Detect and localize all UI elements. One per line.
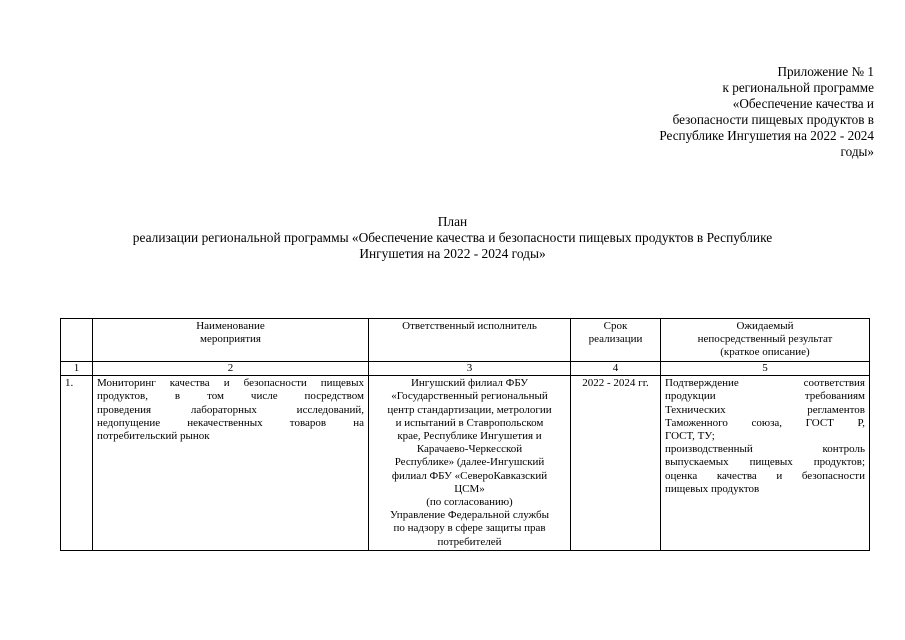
- column-number: 2: [93, 362, 369, 376]
- column-number: 4: [571, 362, 661, 376]
- result-line: Подтверждение соответствия: [665, 377, 865, 390]
- result-cell: [661, 376, 870, 551]
- header-result-line: (краткое описание): [720, 346, 810, 359]
- column-number: 3: [369, 362, 571, 376]
- activity-line: потребительский рынок: [97, 430, 210, 443]
- executor-line: (по согласованию): [426, 496, 513, 509]
- header-result: [661, 319, 870, 362]
- column-number-row: [61, 362, 870, 376]
- appendix-line: к региональной программе: [722, 80, 874, 95]
- header-term: [571, 319, 661, 362]
- executor-line: Республике» (далее-Ингушский: [394, 456, 545, 469]
- plan-table: [60, 318, 870, 551]
- result-line: оценка качества и безопасности: [665, 469, 865, 482]
- header-activity-line: Наименование: [196, 320, 265, 332]
- appendix-header: [659, 64, 874, 160]
- title-line: реализации региональной программы «Обеспечение качества и безопасности пищевых продуктов в Республике: [132, 230, 773, 245]
- result-line: производственный контроль: [665, 443, 865, 456]
- executor-line: филиал ФБУ «СевероКавказский: [391, 469, 548, 482]
- result-line: выпускаемых пищевых продуктов;: [665, 456, 865, 469]
- header-activity: [93, 319, 369, 362]
- header-result-line: Ожидаемый: [736, 320, 794, 332]
- executor-line: «Государственный региональный: [391, 390, 548, 403]
- result-line: пищевых продуктов: [665, 482, 760, 495]
- header-executor: Ответственный исполнитель: [369, 319, 571, 362]
- result-line: продукции требованиям: [665, 390, 865, 403]
- executor-line: центр стандартизации, метрологии: [387, 403, 552, 416]
- appendix-line: безопасности пищевых продуктов в: [672, 112, 874, 127]
- row-number: 1.: [61, 376, 93, 551]
- header-result-line: непосредственный результат: [697, 333, 833, 346]
- activity-line: Мониторинг качества и безопасности пищевых: [97, 377, 364, 390]
- appendix-line: годы»: [840, 144, 874, 159]
- executor-line: по надзору в сфере защиты прав: [393, 522, 546, 535]
- table-header-row: [61, 319, 870, 362]
- activity-line: продуктов, в том числе посредством: [97, 390, 364, 403]
- executor-line: крае, Республике Ингушетия и: [397, 430, 542, 443]
- activity-cell: [93, 376, 369, 551]
- column-number: 5: [661, 362, 870, 376]
- result-line: ГОСТ, ТУ;: [665, 430, 715, 443]
- column-number: 1: [61, 362, 93, 376]
- title-line: Ингушетия на 2022 - 2024 годы»: [359, 246, 546, 261]
- executor-line: ЦСМ»: [454, 482, 485, 495]
- appendix-line: Приложение № 1: [777, 64, 874, 79]
- table-row: [61, 376, 870, 551]
- appendix-line: «Обеспечение качества и: [732, 96, 874, 111]
- document-title: [0, 214, 905, 262]
- executor-line: потребителей: [437, 535, 502, 548]
- header-term-line: Срок: [603, 320, 628, 332]
- result-line: Технических регламентов: [665, 403, 865, 416]
- activity-line: недопущение некачественных товаров на: [97, 416, 364, 429]
- executor-line: Управление Федеральной службы: [389, 509, 549, 522]
- executor-line: Карачаево-Черкесской: [416, 443, 523, 456]
- executor-line: Ингушский филиал ФБУ: [410, 377, 529, 390]
- header-num: [61, 319, 93, 362]
- activity-line: проведения лабораторных исследований,: [97, 403, 364, 416]
- executor-line: и испытаний в Ставропольском: [395, 416, 544, 429]
- header-term-line: реализации: [588, 333, 643, 346]
- appendix-line: Республике Ингушетия на 2022 - 2024: [659, 128, 874, 143]
- result-line: Таможенного союза, ГОСТ Р,: [665, 416, 865, 429]
- executor-cell: [369, 376, 571, 551]
- term-cell: 2022 - 2024 гг.: [571, 376, 661, 551]
- header-activity-line: мероприятия: [200, 333, 261, 346]
- title-line: План: [437, 214, 468, 229]
